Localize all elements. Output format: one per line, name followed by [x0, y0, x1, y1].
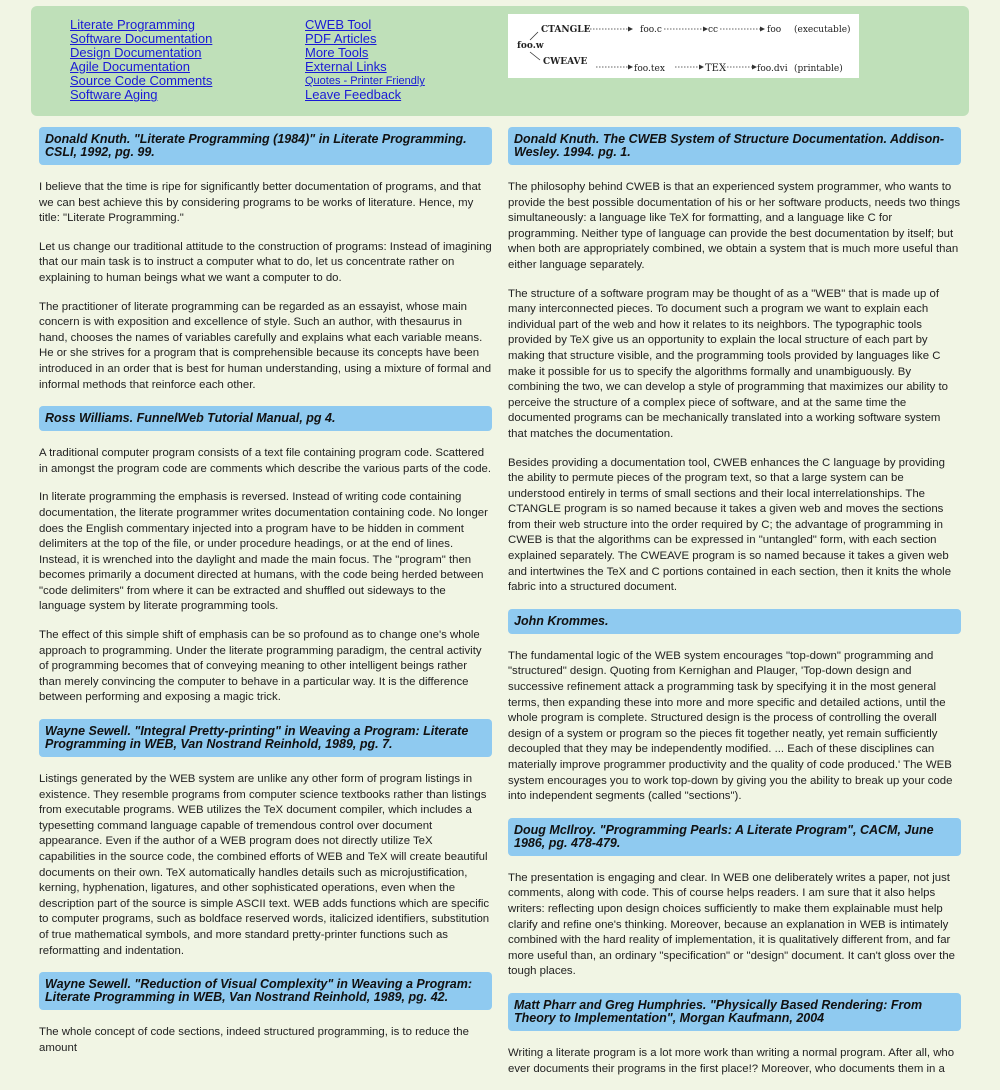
nav-link-external-links[interactable]: External Links: [305, 59, 387, 75]
cweb-diagram: [508, 14, 859, 78]
right-column: [508, 127, 961, 1090]
citation-heading: Ross Williams. FunnelWeb Tutorial Manual, pg 4.: [39, 406, 492, 431]
quote-paragraph: Besides providing a documentation tool, CWEB enhances the C language by providing the ability to permute pieces of the program text, so that a large system can be understood entirely in terms of small sections and their local interrelationships. The CTANGLE program is so named because it takes a given web and moves the sections from their web structure into the order required by C; the advantage of programming in CWEB is that the algorithms can be expressed in "untangled" form, with each section explained separately. The CWEAVE program is so named because it takes a given web and intertwines the TeX and C portions contained in each section, then it knits the whole fabric into a structured document.: [508, 456, 952, 594]
arrowhead-1: [628, 27, 633, 32]
diagram-cc-label: cc: [708, 25, 719, 35]
nav-link-software-aging[interactable]: Software Aging: [70, 87, 158, 103]
quote-paragraph: The presentation is engaging and clear. In WEB one deliberately writes a paper, not just comments, along with code. This of course helps readers. I am sure that it also helps writers: reflecting upon design choices sufficiently to make them explainable must help clarify and refine one's thinking. Moreover, because an explanation in WEB is intimately combined with the hard reality of implementation, it is qualitatively different from, and far more useful than, an ordinary "specification" or "design" document. It can't gloss over the tough places.: [508, 871, 955, 978]
diagram-foo-label: foo: [767, 25, 782, 35]
quote-paragraph: Listings generated by the WEB system are unlike any other form of program listings in existence. They resemble programs from computer science textbooks rather than listings from executable programs. WEB utilizes the TeX document compiler, which includes a typesetting command language capable of tremendous control over document appearance. Even if the author of a WEB program does not directly utilize TeX capabilities in the source code, the combined efforts of WEB and TeX will create beautiful documents on their own. TeX automatically handles details such as microjustification, kerning, hyphenation, ligatures, and other sophisticated operations, even when the description part of the source is simple ASCII text. WEB adds functions which are specific to computer programs, such as boldface reserved words, italicized identifiers, substitution of true mathematical symbols, and more standard pretty-printer functions such as reformatting and indentation.: [39, 773, 490, 957]
citation-heading: Matt Pharr and Greg Humphries. "Physically Based Rendering: From Theory to Implementation", Morgan Kaufmann, 2004: [508, 993, 961, 1031]
nav-link-more-tools[interactable]: More Tools: [305, 45, 369, 61]
nav-link-source-code-comments[interactable]: Source Code Comments: [70, 73, 213, 89]
diagram-foo-c-label: foo.c: [640, 25, 662, 35]
nav-link-agile-documentation[interactable]: Agile Documentation: [70, 59, 190, 75]
citation-heading: Doug McIlroy. "Programming Pearls: A Literate Program", CACM, June 1986, pg. 478-479.: [508, 818, 961, 856]
quote-paragraph: The fundamental logic of the WEB system encourages "top-down" programming and "structured" design. Quoting from Kernighan and Plauger, 'Top-down design and successive refinement attack a programming task by specifying it in the most general terms, then expanding these into more and more specific and detailed actions, until the whole program is complete. Structured design is the process of controlling the overall design of a system or program so the pieces fit together neatly, yet remain sufficiently decoupled that they may be independently modified. ... Each of these disciplines can materially improve programmer productivity and the quality of code produced.' The WEB system encourages you to work top-down by giving you the ability to break up your code into independent segments (called "sections").: [508, 649, 953, 803]
arrow-foow-cweave: [530, 52, 540, 60]
quote-paragraph: The structure of a software program may be thought of as a "WEB" that is made up of many interconnected pieces. To document such a program we want to explain each individual part of the web and how it relates to its neighbors. The typographic tools provided by TeX give us an opportunity to explain the local structure of each part by making that structure visible, and the programming tools provided by languages like C make it possible for us to specify the algorithms formally and unambiguously. By combining the two, we can develop a style of programming that maximizes our ability to perceive the structure of a complex piece of software, and at the same time the documented programs can be mechanically translated into a working software system that matches the documentation.: [508, 287, 949, 440]
citation-heading: John Krommes.: [508, 609, 961, 634]
diagram-foo-tex-label: foo.tex: [634, 64, 665, 74]
nav-link-leave-feedback[interactable]: Leave Feedback: [305, 87, 402, 103]
nav-link-literate-programming[interactable]: Literate Programming: [70, 17, 195, 32]
diagram-executable-label: (executable): [794, 25, 851, 35]
nav-link-software-documentation[interactable]: Software Documentation: [70, 31, 213, 47]
citation-heading: Wayne Sewell. "Integral Pretty-printing" in Weaving a Program: Literate Programming in WEB, Van Nostrand Reinhold, 1989, pg. 7.: [39, 719, 492, 757]
quote-paragraph: Writing a literate program is a lot more work than writing a normal program. After all, who ever documents their programs in the first place!? Moreover, who documents them in a: [508, 1046, 955, 1075]
quote-paragraph: A traditional computer program consists of a text file containing program code. Scattered in amongst the program code are comments which describe the various parts of the code.: [39, 447, 492, 475]
arrowhead-5: [699, 65, 704, 70]
nav-column-1: [70, 18, 212, 103]
diagram-foo-dvi-label: foo.dvi: [757, 64, 788, 74]
diagram-printable-label: (printable): [794, 64, 843, 74]
nav-link-cweb-tool[interactable]: CWEB Tool: [305, 17, 372, 32]
nav-link-quotes-printer-friendly[interactable]: Quotes - Printer Friendly: [305, 75, 425, 88]
arrow-foow-ctangle: [530, 32, 538, 40]
diagram-foo-w-label: foo.w: [517, 41, 544, 51]
citation-heading: Donald Knuth. "Literate Programming (1984)" in Literate Programming. CSLI, 1992, pg. 99.: [39, 127, 492, 165]
left-column: [39, 127, 492, 1069]
quote-paragraph: The effect of this simple shift of emphasis can be so profound as to change one's whole approach to programming. Under the literate programming paradigm, the central activity of programming becomes that of conveying meaning to other intelligent beings rather than merely convincing the computer to behave in a particular way. It is the difference between performing and exposing a magic trick.: [39, 629, 482, 704]
arrowhead-3: [760, 27, 765, 32]
quote-paragraph: In literate programming the emphasis is reversed. Instead of writing code containing documentation, the literate programmer writes documentation containing code. No longer does the English commentary injected into a program have to be hidden in comment delimiters at the top of the file, or under procedure headings, or at the end of lines. Instead, it is wrenched into the daylight and made the main focus. The "program" then becomes primarily a document directed at humans, with the code being herded between "code delimiters" from where it can be extracted and shuffled out sideways to the language system by literate programming tools.: [39, 491, 488, 613]
quote-paragraph: Let us change our traditional attitude to the construction of programs: Instead of imagining that our main task is to instruct a computer what to do, let us concentrate rather on explaining to human beings what we want a computer to do.: [39, 240, 492, 284]
nav-link-design-documentation[interactable]: Design Documentation: [70, 45, 202, 61]
quote-paragraph: The practitioner of literate programming can be regarded as an essayist, whose main concern is with exposition and excellence of style. Such an author, with thesaurus in hand, chooses the names of variables carefully and explains what each variable means. He or she strives for a program that is comprehensible because its concepts have been introduced in an order that is best for human understanding, using a mixture of formal and informal methods that reinforce each other.: [39, 300, 492, 391]
diagram-ctangle-label: CTANGLE: [541, 25, 591, 35]
quote-paragraph: The philosophy behind CWEB is that an experienced system programmer, who wants to provide the best possible documentation of his or her software products, needs two things simultaneously: a language like TeX for formatting, and a language like C for programming. Neither type of language can provide the best documentation by itself; but when both are appropriately combined, we obtain a system that is much more useful than either language separately.: [508, 181, 961, 271]
citation-heading: Wayne Sewell. "Reduction of Visual Complexity" in Weaving a Program: Literate Programming in WEB, Van Nostrand Reinhold, 1989, pg. 42.: [39, 972, 492, 1010]
diagram-tex-label: TEX: [705, 63, 727, 74]
diagram-cweave-label: CWEAVE: [543, 57, 588, 67]
citation-heading: Donald Knuth. The CWEB System of Structure Documentation. Addison-Wesley. 1994. pg. 1.: [508, 127, 961, 165]
quote-paragraph: I believe that the time is ripe for significantly better documentation of programs, and that we can best achieve this by considering programs to be works of literature. Hence, my title: "Literate Programming.": [39, 181, 481, 225]
nav-column-2: [305, 18, 425, 103]
nav-link-pdf-articles[interactable]: PDF Articles: [305, 31, 377, 47]
nav-panel: [31, 6, 969, 116]
cweb-diagram-svg: [508, 14, 859, 78]
arrowhead-4: [628, 65, 633, 70]
quote-paragraph: The whole concept of code sections, indeed structured programming, is to reduce the amount: [39, 1026, 469, 1054]
